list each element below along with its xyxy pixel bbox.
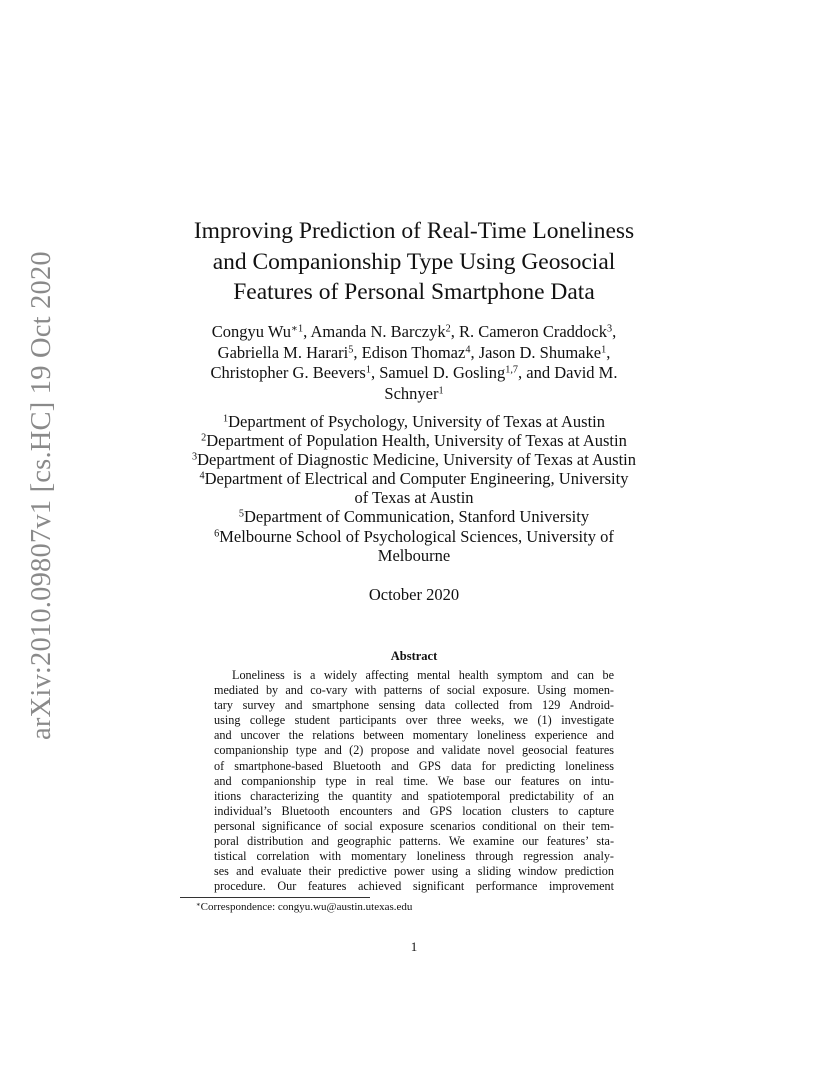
affiliation-line [140,412,688,431]
author-name: Jason D. Shumake [478,342,602,362]
author-name: Congyu Wu [211,322,292,341]
abstract-body [214,668,614,894]
abstract-line: individual’s Bluetooth encounters and GPS location clusters to capture [214,803,614,818]
affiliation-line [140,469,688,488]
abstract-line: Loneliness is a widely affecting mental health symptom and can be [232,668,614,682]
abstract-line: itions characterizing the quantity and spatiotemporal predictability of an [214,788,614,803]
page-number: 1 [410,939,418,954]
affiliation-text: of Texas at Austin [354,488,474,508]
abstract-line: procedure. Our features achieved significant performance improvement [214,879,614,894]
author-affiliation-mark: 3 [606,323,613,335]
affiliation-text: Melbourne [377,545,451,565]
author-line [160,343,668,364]
author-affiliation-mark: 1 [438,384,444,396]
author-separator: , [450,322,459,341]
author-name: Schnyer [384,383,439,403]
affiliation-line [140,546,688,565]
abstract-line: ses and evaluate their predictive power using a sliding window prediction [214,864,614,879]
affiliation-text: Department of Psychology, University of Texas at Austin [228,412,606,431]
arxiv-identifier-stamp: arXiv:2010.09807v1 [cs.HC] 19 Oct 2020 [26,251,57,740]
author-affiliation-mark: 4 [465,343,471,355]
author-affiliation-mark: 5 [348,343,354,355]
affiliation-text: Department of Diagnostic Medicine, University of Texas at Austin [197,450,636,470]
abstract-line: and uncover the relations between momentary loneliness experience and [214,728,614,743]
footnote-mark: ∗ [196,901,201,909]
correspondence-footnote [196,900,616,914]
publication-date: October 2020 [368,585,460,604]
author-separator: , [370,363,380,382]
author-line [160,363,668,384]
title-line: Features of Personal Smartphone Data [233,279,595,305]
abstract-line: tary survey and smartphone sensing data collected from 129 Android- [214,698,614,713]
affiliation-list [140,412,688,565]
author-list [160,322,668,404]
affiliation-line [140,431,688,450]
affiliation-text: Department of Population Health, University of Texas at Austin [206,431,627,451]
affiliation-line [140,450,688,469]
abstract-line: poral distribution and geographic patterns. We examine our features’ sta- [214,834,614,849]
author-affiliation-mark: 1 [601,343,607,355]
footnote-text: Correspondence: congyu.wu@austin.utexas.edu [200,901,413,913]
author-line [160,384,668,405]
author-affiliation-mark: ∗1 [291,323,304,335]
title-line: and Companionship Type Using Geosocial [212,248,616,275]
affiliation-line [140,507,688,526]
affiliation-text: Department of Communication, Stanford University [244,507,590,527]
abstract-line: and companionship type in real time. We base our features on intu- [214,773,614,788]
abstract-line: using college student participants over three weeks, we (1) investigate [214,713,614,728]
author-separator: , [353,342,362,362]
affiliation-number: 3 [191,451,198,463]
affiliation-line [140,488,688,507]
footnote-divider [180,897,370,898]
affiliation-text: Melbourne School of Psychological Sciences, University of [219,526,614,546]
abstract-line: personal significance of social exposure scenarios conditional on their tem- [214,818,614,833]
author-separator: , [303,322,311,341]
author-name: David M. [554,363,618,382]
paper-title [160,216,668,308]
abstract-line: of smartphone-based Bluetooth and GPS data for predicting loneliness [214,758,614,773]
author-affiliation-mark: 1,7 [505,364,519,376]
author-separator: , [612,322,617,341]
author-separator: , and [518,363,555,382]
author-name: Gabriella M. Harari [217,342,349,362]
author-separator: , [606,342,611,362]
abstract-line: tistical correlation with momentary loneliness through regression analy- [214,849,614,864]
affiliation-number: 5 [238,508,245,520]
author-line [160,322,668,343]
author-affiliation-mark: 1 [365,364,371,376]
affiliation-number: 1 [222,413,229,425]
author-name: Amanda N. Barczyk [310,322,446,341]
author-name: Edison Thomaz [361,342,466,362]
author-name: Samuel D. Gosling [379,363,506,382]
author-affiliation-mark: 2 [445,323,451,335]
abstract-line: companionship type and (2) propose and validate novel geosocial features [214,743,614,758]
affiliation-number: 6 [214,527,220,539]
affiliation-number: 2 [201,432,207,444]
author-name: R. Cameron Craddock [458,322,607,341]
title-line: Improving Prediction of Real-Time Loneliness [193,218,635,244]
affiliation-line [140,527,688,546]
affiliation-number: 4 [199,470,205,482]
affiliation-text: Department of Electrical and Computer Engineering, University [204,469,629,489]
author-name: Christopher G. Beevers [210,363,366,382]
author-separator: , [470,342,479,362]
abstract-line: mediated by and co-vary with patterns of social exposure. Using momen- [214,683,614,698]
abstract-heading: Abstract [390,649,438,663]
